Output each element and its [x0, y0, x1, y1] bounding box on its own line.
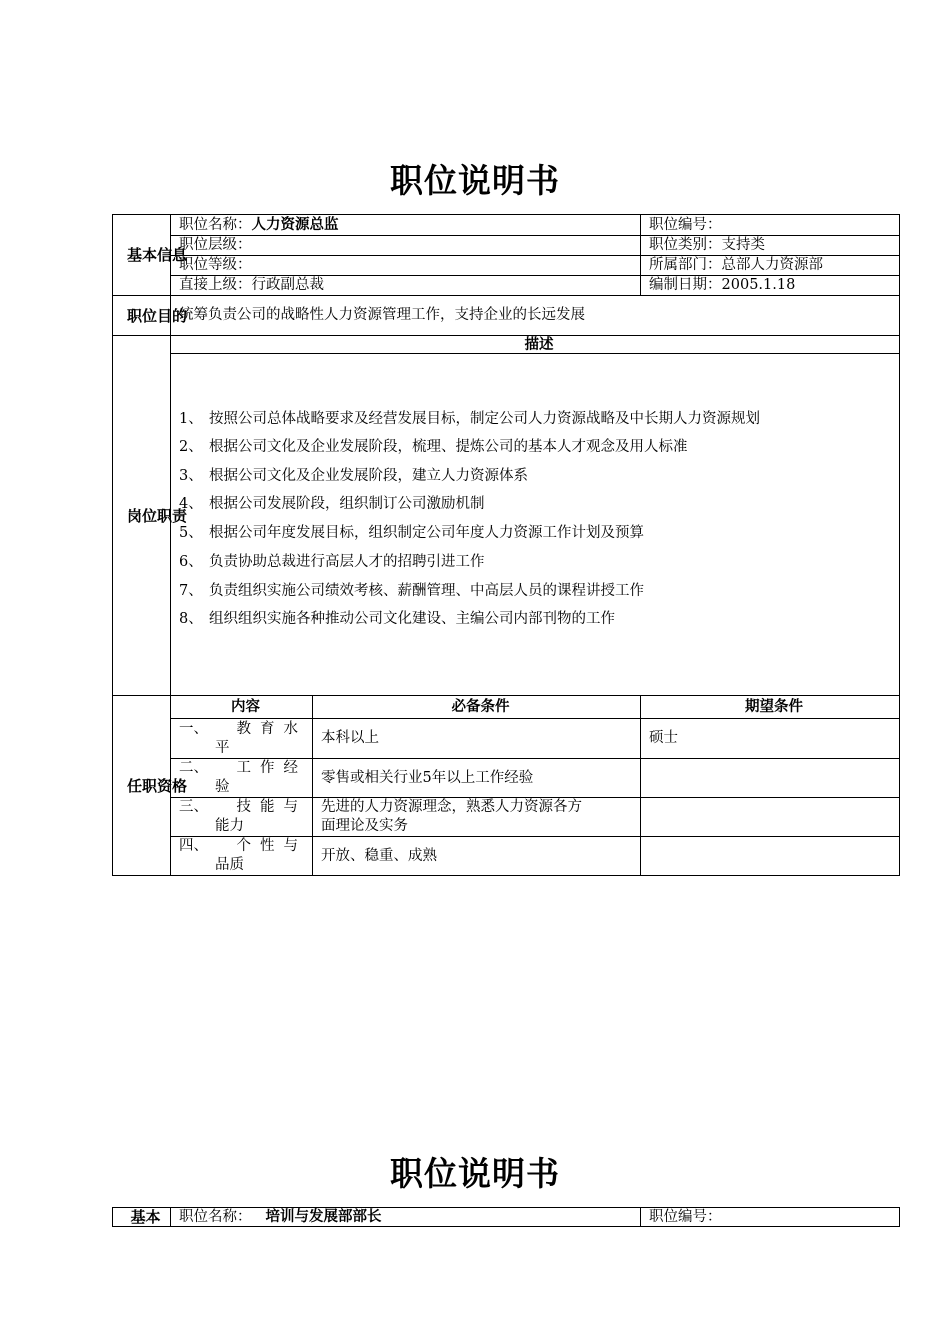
required-value: 零售或相关行业5年以上工作经验	[313, 759, 641, 798]
required-value: 开放、稳重、成熟	[313, 837, 641, 876]
page-title: 职位说明书	[390, 161, 560, 200]
desired-header: 期望条件	[641, 696, 900, 719]
job-description-table-2	[112, 1207, 900, 1227]
department-label: 所属部门：	[649, 257, 722, 273]
position-purpose-category: 职位目的	[113, 296, 171, 336]
required-value: 本科以上	[313, 719, 641, 759]
required-value: 先进的人力资源理念，熟悉人力资源各方 面理论及实务	[313, 798, 641, 837]
position-type-value: 支持类	[721, 237, 766, 253]
position-number-label: 职位编号：	[649, 216, 722, 233]
list-item: 7、 负责组织实施公司绩效考核、薪酬管理、中高层人员的课程讲授工作	[179, 582, 644, 599]
list-item: 6、 负责协助总裁进行高层人才的招聘引进工作	[179, 553, 485, 570]
qualification-item: 一、 教育水 平	[171, 719, 313, 759]
position-name-label-2: 职位名称：	[179, 1208, 252, 1225]
responsibilities-list-cell	[171, 354, 900, 696]
position-grade-cell	[171, 256, 641, 276]
list-item: 1、 按照公司总体战略要求及经营发展目标，制定公司人力资源战略及中长期人力资源规划	[179, 410, 760, 427]
qualification-item: 三、 技能与 能力	[171, 798, 313, 837]
desired-value	[641, 798, 900, 837]
table-row	[113, 759, 900, 798]
position-number-cell	[641, 215, 900, 236]
compile-date-cell	[641, 276, 900, 296]
list-item: 2、 根据公司文化及企业发展阶段，梳理、提炼公司的基本人才观念及用人标准	[179, 438, 688, 455]
basic-info-category-2: 基本	[113, 1208, 171, 1227]
position-purpose-text: 统筹负责公司的战略性人力资源管理工作，支持企业的长远发展	[171, 296, 900, 336]
department-cell	[641, 256, 900, 276]
list-item: 3、 根据公司文化及企业发展阶段，建立人力资源体系	[179, 467, 528, 484]
job-description-table	[112, 214, 900, 876]
position-type-cell	[641, 236, 900, 256]
responsibilities-category: 岗位职责	[113, 336, 171, 696]
qualifications-category: 任职资格	[113, 696, 171, 876]
position-number-cell-2	[641, 1208, 900, 1227]
position-name-value: 人力资源总监	[251, 216, 339, 233]
qualification-item: 二、 工作经 验	[171, 759, 313, 798]
direct-supervisor-label: 直接上级：	[179, 277, 252, 293]
position-name-cell-2	[171, 1208, 641, 1227]
desired-value	[641, 759, 900, 798]
basic-info-category: 基本信息	[113, 215, 171, 296]
list-item: 4、 根据公司发展阶段，组织制订公司激励机制	[179, 496, 485, 513]
position-number-label-2: 职位编号：	[649, 1208, 722, 1225]
position-type-label: 职位类别：	[649, 237, 722, 253]
responsibilities-list	[179, 410, 899, 640]
required-header: 必备条件	[313, 696, 641, 719]
position-name-cell	[171, 215, 641, 236]
content-header: 内容	[171, 696, 313, 719]
qualification-item: 四、 个性与 品质	[171, 837, 313, 876]
desired-value: 硕士	[641, 719, 900, 759]
description-header: 描述	[171, 336, 900, 354]
direct-supervisor-cell	[171, 276, 641, 296]
table-row	[113, 798, 900, 837]
desired-value	[641, 837, 900, 876]
page-title-2: 职位说明书	[390, 1154, 560, 1193]
position-level-label: 职位层级：	[179, 237, 252, 253]
table-row	[113, 837, 900, 876]
list-item: 5、 根据公司年度发展目标，组织制定公司年度人力资源工作计划及预算	[179, 525, 644, 542]
department-value: 总部人力资源部	[721, 257, 824, 273]
list-item: 8、 组织组织实施各种推动公司文化建设、主编公司内部刊物的工作	[179, 611, 615, 628]
compile-date-value: 2005.1.18	[721, 277, 796, 293]
position-name-label: 职位名称：	[179, 216, 252, 233]
position-grade-label: 职位等级：	[179, 257, 252, 273]
position-name-value-2: 培训与发展部部长	[265, 1208, 382, 1225]
position-level-cell	[171, 236, 641, 256]
compile-date-label: 编制日期：	[649, 277, 722, 293]
table-row	[113, 719, 900, 759]
direct-supervisor-value: 行政副总裁	[251, 277, 324, 293]
